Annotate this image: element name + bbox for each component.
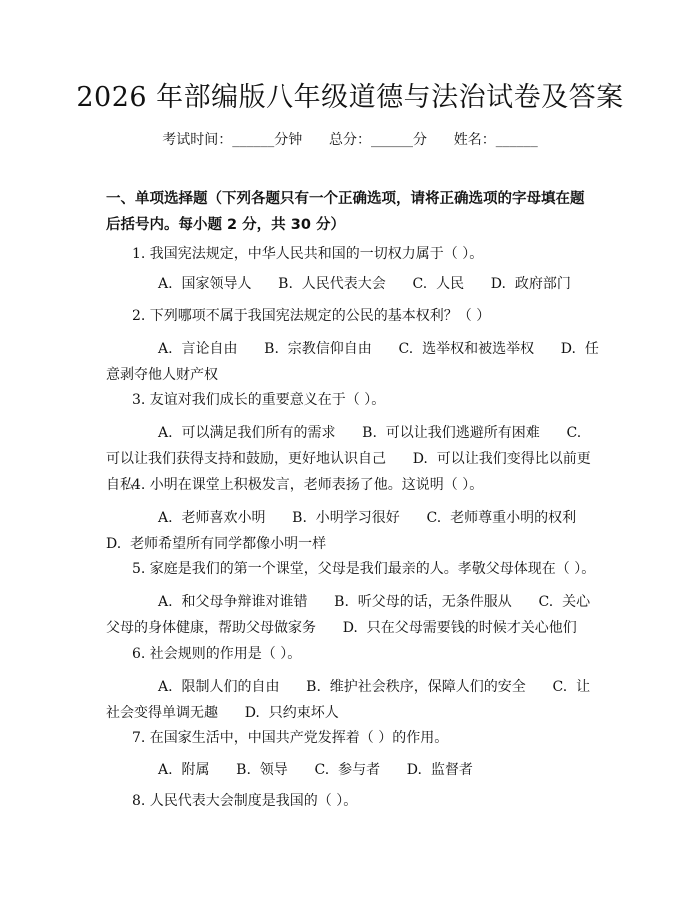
question-1-options: A. 国家领导人 B. 人民代表大会 C. 人民 D. 政府部门 — [158, 276, 571, 292]
question-7-options: A. 附属 B. 领导 C. 参与者 D. 监督者 — [158, 762, 473, 778]
question-6-options: A. 限制人们的自由 B. 维护社会秩序，保障人们的安全 C. 让社会变得单调无趣 D. 只约束坏人 — [106, 679, 591, 721]
question-4: 4. 小明在课堂上积极发言，老师表扬了他。这说明（ ）。 — [132, 477, 484, 493]
question-1: 1. 我国宪法规定，中华人民共和国的一切权力属于（ ）。 — [132, 246, 484, 262]
question-7: 7. 在国家生活中，中国共产党发挥着（ ）的作用。 — [132, 730, 449, 746]
question-5-options: A. 和父母争辩谁对谁错 B. 听父母的话，无条件服从 C. 关心父母的身体健康，帮助父母做家务 D. 只在父母需要钱的时候才关心他们 — [106, 594, 591, 636]
question-2: 2. 下列哪项不属于我国宪法规定的公民的基本权利？（ ） — [132, 308, 491, 324]
page-title: 2026 年部编版八年级道德与法治试卷及答案 — [76, 82, 624, 113]
question-5: 5. 家庭是我们的第一个课堂，父母是我们最亲的人。孝敬父母体现在（ ）。 — [132, 561, 596, 577]
question-8: 8. 人民代表大会制度是我国的（ ）。 — [132, 793, 358, 809]
question-6: 6. 社会规则的作用是（ ）。 — [132, 646, 302, 662]
question-4-options: A. 老师喜欢小明 B. 小明学习很好 C. 老师尊重小明的权利 D. 老师希望所有同学都像小明一样 — [106, 510, 603, 552]
exam-meta-line: 考试时间：______分钟 总分：______分 姓名：______ — [162, 132, 538, 148]
question-2-options: A. 言论自由 B. 宗教信仰自由 C. 选举权和被选举权 D. 任意剥夺他人财产权 — [106, 341, 599, 383]
question-3: 3. 友谊对我们成长的重要意义在于（ ）。 — [132, 392, 386, 408]
section-heading: 一、单项选择题（下列各题只有一个正确选项，请将正确选项的字母填在题后括号内。每小题 2 分，共 30 分） — [106, 191, 585, 233]
question-3-options: A. 可以满足我们所有的需求 B. 可以让我们逃避所有困难 C. 可以让我们获得支持和鼓励，更好地认识自己 D. 可以让我们变得比以前更自私 — [106, 425, 591, 493]
